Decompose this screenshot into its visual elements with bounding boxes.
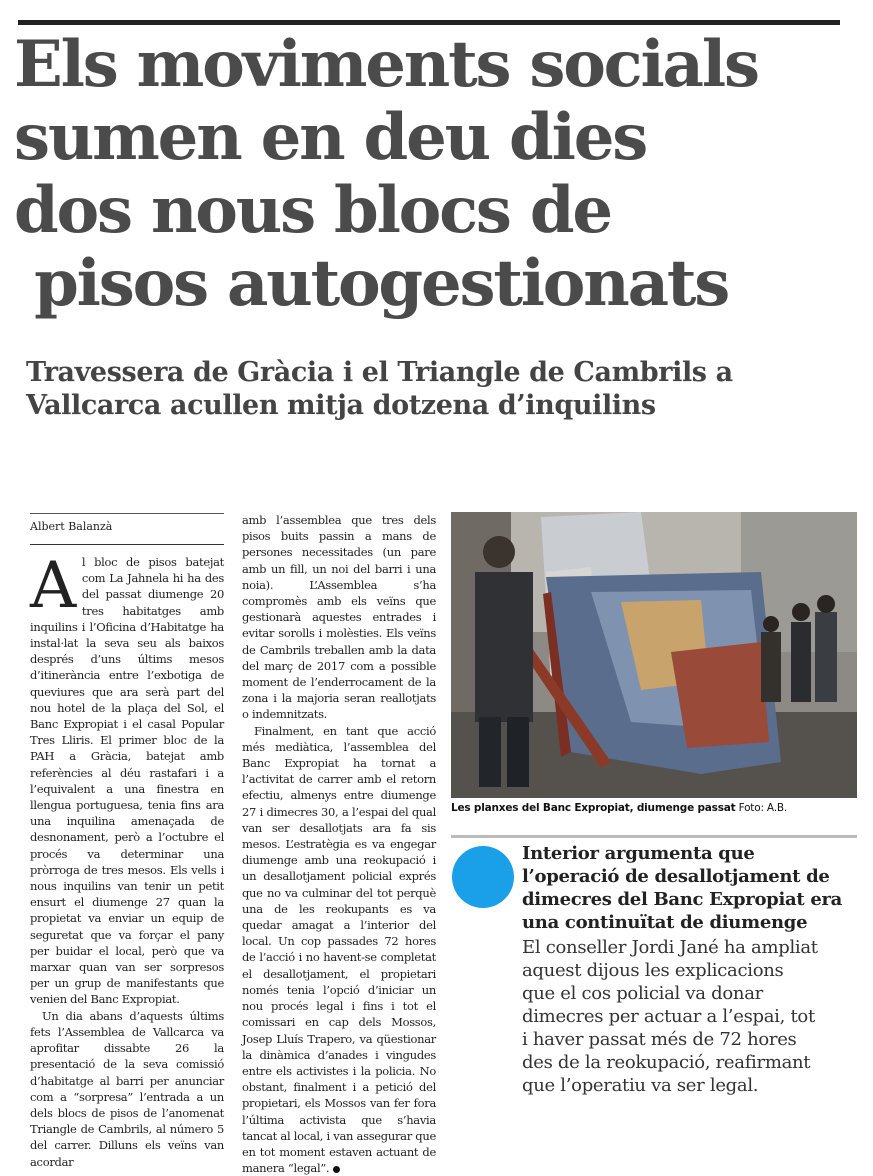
sidebar-body-line: que el cos policial va donar [522, 983, 763, 1004]
headline-line-1: Els moviments socials [14, 27, 758, 102]
headline-line-4: pisos autogestionats [14, 246, 729, 321]
photo-caption-text: Les planxes del Banc Expropiat, diumenge passat [451, 802, 736, 814]
sidebar-body-line: aquest dijous les explicacions [522, 960, 784, 981]
photo-illustration [451, 512, 857, 798]
sidebar-blue-dot [452, 846, 514, 908]
top-rule [18, 20, 840, 25]
headline-line-2: sumen en deu dies [14, 100, 647, 175]
sidebar-title-line: Interior argumenta que [522, 843, 755, 864]
sidebar-rule [451, 835, 857, 838]
sidebar-title-line: una continuïtat de diumenge [522, 912, 808, 933]
sidebar-title-line: l’operació de desallotjament de [522, 866, 830, 887]
sidebar-body-line: des de la reokupació, reafirmant [522, 1052, 811, 1073]
subtitle [26, 356, 826, 422]
photo-credit: Foto: A.B. [735, 802, 788, 814]
article-paragraph-4-text: Finalment, en tant que acció més mediàtica, l’assemblea del Banc Expropiat ha tornat a l’activitat de carrer amb el retorn efectiu, almenys entre diumenge 27 i dimecres 30, a l’espai del qual van ser desallotjats ara fa sis mesos. L’estratègia es va engegar diumenge amb una reokupació i un desallotjament policial exprés que no va culminar del tot perquè una de les reokupants es va quedar amagat a l’interior del local. Un cop passades 72 hores de l’acció i no havent-se completat el desallotjament, el propietari només tenia l’opció d’iniciar un nou procés legal i fins i tot el comissari en cap dels Mossos, Josep Lluís Trapero, va qüestionar la dinàmica d’anades i vingudes entre els activistes i la policia. No obstant, finalment i a petició del propietari, els Mossos van fer fora l’última activista que s’havia tancat al local, i van assegurar que en tot moment estaven actuant de manera “legal”. [242, 723, 436, 1176]
end-of-article-dot [333, 1166, 340, 1173]
drop-cap: A [30, 549, 76, 623]
photo-caption [451, 802, 857, 814]
sidebar-body-line: dimecres per actuar a l’espai, tot [522, 1006, 815, 1027]
headline-line-3: dos nous blocs de [14, 173, 611, 248]
sidebar-body-line: El conseller Jordi Jané ha ampliat [522, 937, 818, 958]
article-paragraph-4 [242, 723, 436, 1176]
subtitle-line-1: Travessera de Gràcia i el Triangle de Cambrils a [26, 357, 733, 388]
article-paragraph-1 [30, 549, 224, 1008]
article-paragraph-3: amb l’assemblea que tres dels pisos buits passin a mans de persones necessitades (un pare amb un fill, un noi del barri i una noia). L’Assemblea s’ha compromès amb els veïns que gestionarà aquestes entrades i evitar sorolls i molèsties. Els veïns de Cambrils treballen amb la data del març de 2017 com a possible moment de l’enderrocament de la zona i la majoria seran reallotjats o indemnitzats. [242, 513, 436, 722]
byline: Albert Balanzà [30, 520, 113, 533]
sidebar-body [522, 936, 862, 1097]
sidebar-body-line: que l’operatiu va ser legal. [522, 1075, 759, 1096]
article-photo [451, 512, 857, 798]
article-column-2 [242, 512, 436, 1176]
article-column-1 [30, 549, 224, 1170]
byline-rule [30, 544, 224, 545]
headline [14, 28, 859, 320]
column-1-top-rule [30, 513, 224, 514]
sidebar-title [522, 842, 862, 934]
sidebar-body-line: i haver passat més de 72 hores [522, 1029, 797, 1050]
subtitle-line-2: Vallcarca acullen mitja dotzena d’inquilins [26, 390, 656, 421]
article-paragraph-2: Un dia abans d’aquests últims fets l’Assemblea de Vallcarca va aprofitar dissabte 26 la presentació de la seva comissió d’habitatge al barri per anunciar com a “sorpresa” l’entrada a un dels blocs de pisos de l’anomenat Triangle de Cambrils, al número 5 del carrer. Dilluns els veïns van acordar [30, 1008, 224, 1169]
sidebar-title-line: dimecres del Banc Expropiat era [522, 889, 843, 910]
article-paragraph-1-text: l bloc de pisos batejat com La Jahnela hi ha des del passat diumenge 20 tres habitatges amb inquilins i l’Oficina d’Habitatge ha instal·lat la seva seu als baixos després d’uns últims mesos d’itinerància entre l’exbotiga de queviures que ara serà part del nou hotel de la plaça del Sol, el Banc Expropiat i el casal Popular Tres Lliris. El primer bloc de la PAH a Gràcia, batejat amb referències al déu rastafari i a l’equivalent a una finestra en llengua portuguesa, tenia fins ara una inquilina amenaçada de desnonament, però a l’octubre el procés va determinar una pròrroga de tres mesos. Els vells i nous inquilins van tenir un petit ensurt el diumenge 27 quan la propietat va enviar un equip de seguretat que va forçar el pany per buidar el local, però que va marxar quan van ser sorpresos per un grup de manifestants que venien del Banc Expropiat. [30, 555, 224, 1007]
